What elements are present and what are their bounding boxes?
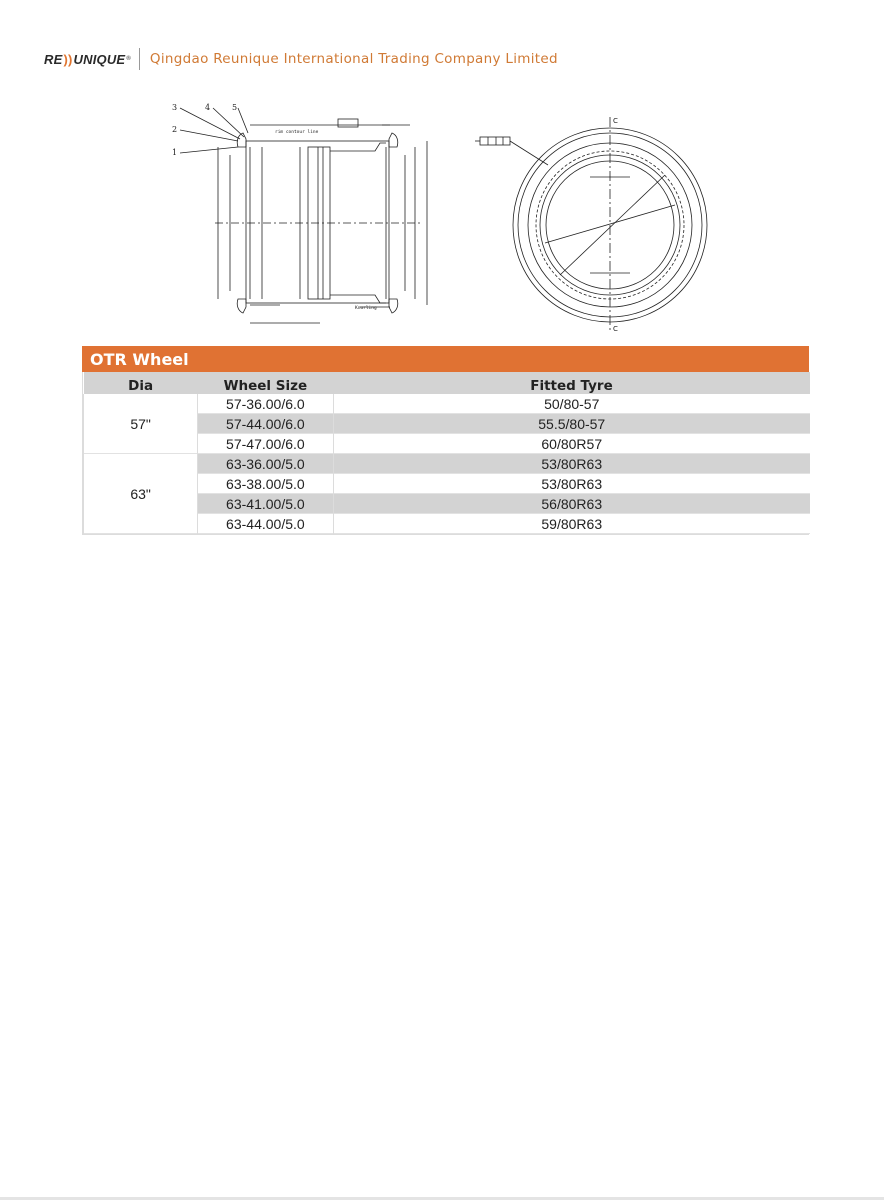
logo-trademark: ® (126, 56, 131, 62)
logo-text-unique: UNIQUE (73, 51, 126, 67)
wheel-front-view-drawing (475, 117, 707, 333)
wheel-size-cell: 63-41.00/5.0 (198, 494, 333, 514)
wheel-size-cell: 57-47.00/6.0 (198, 434, 333, 454)
otr-wheel-table (83, 372, 810, 534)
fitted-tyre-cell: 60/80R57 (333, 434, 810, 454)
header-divider (139, 48, 140, 70)
table-outline (82, 372, 809, 535)
fitted-tyre-cell: 56/80R63 (333, 494, 810, 514)
dia-cell: 57" (84, 394, 198, 454)
logo-mark: )) (63, 51, 73, 67)
technical-drawings (0, 95, 884, 340)
table-header-row (84, 372, 811, 394)
fitted-tyre-cell: 53/80R63 (333, 474, 810, 494)
dia-cell: 63" (84, 454, 198, 534)
section-mark-bottom: C (613, 325, 618, 333)
company-logo (44, 52, 131, 67)
callout-1: 1 (172, 148, 178, 157)
header-wheel-size: Wheel Size (198, 372, 333, 394)
rim-contour-line-label: rim contour line (275, 130, 319, 135)
table-title: OTR Wheel (82, 346, 809, 372)
knurling-label: Knurling (355, 306, 377, 311)
header-dia: Dia (84, 372, 198, 394)
fitted-tyre-cell: 53/80R63 (333, 454, 810, 474)
callout-2: 2 (172, 125, 178, 134)
otr-wheel-table-section (82, 346, 809, 535)
wheel-size-cell: 63-36.00/5.0 (198, 454, 333, 474)
header-fitted-tyre: Fitted Tyre (333, 372, 810, 394)
fitted-tyre-cell: 55.5/80-57 (333, 414, 810, 434)
logo-text-re: RE (44, 51, 63, 67)
callout-5: 5 (232, 103, 238, 112)
section-mark-top: C (613, 117, 618, 125)
wheel-size-cell: 63-44.00/5.0 (198, 514, 333, 534)
wheel-side-section-drawing (172, 103, 427, 323)
wheel-size-cell: 57-36.00/6.0 (198, 394, 333, 414)
table-row (84, 454, 811, 474)
company-name: Qingdao Reunique International Trading Company Limited (149, 51, 558, 67)
wheel-size-cell: 63-38.00/5.0 (198, 474, 333, 494)
callout-3: 3 (172, 103, 178, 112)
fitted-tyre-cell: 50/80-57 (333, 394, 810, 414)
callout-4: 4 (205, 103, 211, 112)
wheel-size-cell: 57-44.00/6.0 (198, 414, 333, 434)
fitted-tyre-cell: 59/80R63 (333, 514, 810, 534)
page-header (44, 44, 558, 74)
table-row (84, 394, 811, 414)
